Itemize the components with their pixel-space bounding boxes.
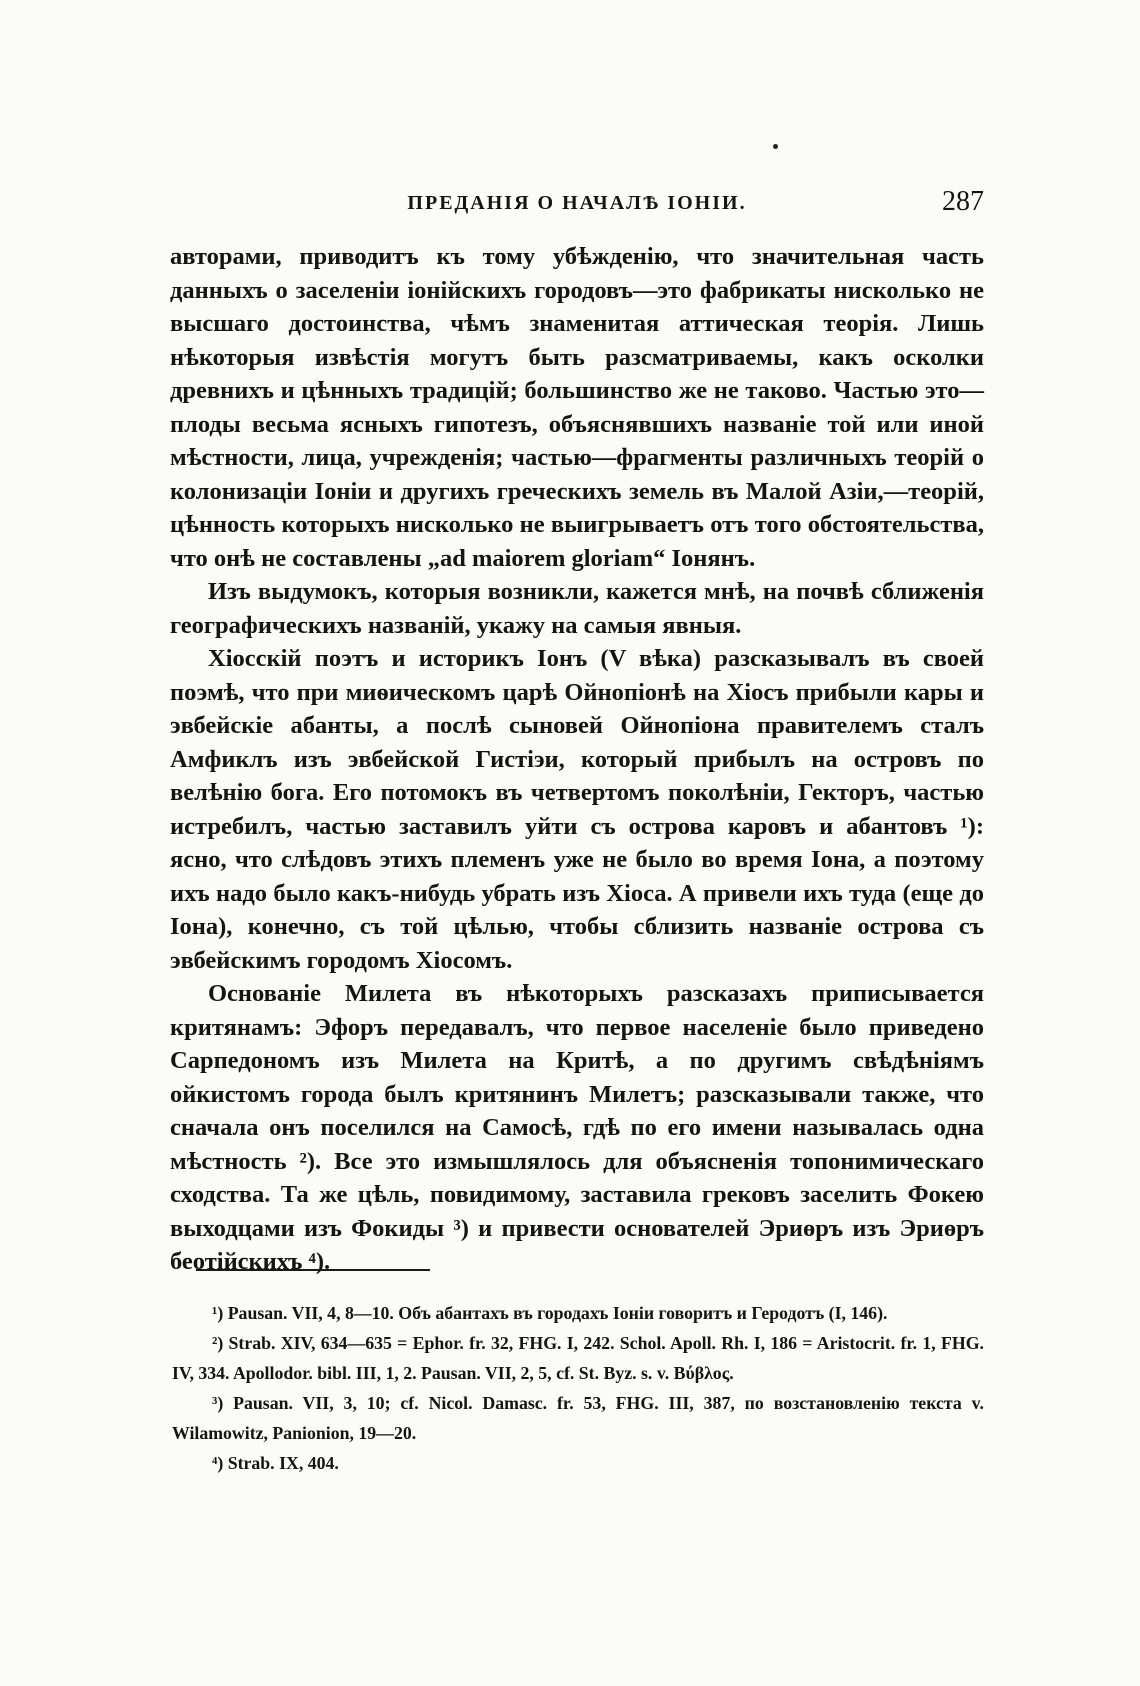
running-title: ПРЕДАНІЯ О НАЧАЛѢ ІОНІИ.: [407, 192, 747, 214]
paragraph-3: Хіосскій поэтъ и историкъ Іонъ (V вѣка) разсказывалъ въ своей поэмѣ, что при миѳическомъ царѣ Ойнопіонѣ на Хіосъ прибыли кары и эвбейскіе абанты, а послѣ сыновей Ойнопіона правителемъ сталъ Амфиклъ изъ эвбейской Гистіэи, который прибылъ на островъ по велѣнію бога. Его потомокъ въ четвертомъ поколѣніи, Гекторъ, частью истребилъ, частью заставилъ уйти съ острова каровъ и абантовъ ¹): ясно, что слѣдовъ этихъ племенъ уже не было во время Іона, а поэтому ихъ надо было какъ-нибудь убрать изъ Хіоса. А привели ихъ туда (еще до Іона), конечно, съ той цѣлью, чтобы сблизить названіе острова съ эвбейскимъ городомъ Хіосомъ.: [170, 645, 984, 974]
page-number: 287: [942, 186, 984, 217]
ink-dot: [773, 144, 778, 149]
paragraph-2: Изъ выдумокъ, которыя возникли, кажется мнѣ, на почвѣ сближенія географическихъ названій, укажу на самыя явныя.: [170, 578, 984, 639]
paragraph-4: Основаніе Милета въ нѣкоторыхъ разсказахъ приписывается критянамъ: Эфоръ передавалъ, что первое населеніе было приведено Сарпедономъ изъ Милета на Критѣ, а по другимъ свѣдѣніямъ ойкистомъ города былъ критянинъ Милетъ; разсказывали также, что сначала онъ поселился на Самосѣ, гдѣ по его имени называлась одна мѣстность ²). Все это измышлялось для объясненія топонимическаго сходства. Та же цѣль, повидимому, заставила грековъ заселить Фокею выходцами изъ Фокиды ³) и привести основателей Эриөръ изъ Эриөръ беотійскихъ ⁴).: [170, 980, 984, 1275]
running-head: [170, 186, 984, 226]
body-text: [170, 240, 984, 1279]
footnote-4: ⁴) Strab. IX, 404.: [212, 1453, 339, 1473]
footnote-separator: [196, 1269, 430, 1271]
footnote-2: ²) Strab. XIV, 634—635 = Ephor. fr. 32, FHG. I, 242. Schol. Apoll. Rh. I, 186 = Aristocrit. fr. 1, FHG. IV, 334. Apollodor. bibl. III, 1, 2. Pausan. VII, 2, 5, cf. St. Byz. s. v. Βύβλος.: [172, 1333, 984, 1383]
footnotes: [172, 1298, 984, 1478]
footnote-1: ¹) Pausan. VII, 4, 8—10. Объ абантахъ въ городахъ Іоніи говоритъ и Геродотъ (I, 146).: [212, 1303, 888, 1323]
footnote-3: ³) Pausan. VII, 3, 10; cf. Nicol. Damasc. fr. 53, FHG. III, 387, по возстановленію текста v. Wilamowitz, Panionion, 19—20.: [172, 1393, 984, 1443]
paragraph-1: авторами, приводитъ къ тому убѣжденію, что значительная часть данныхъ о заселеніи іонійскихъ городовъ—это фабрикаты нисколько не высшаго достоинства, чѣмъ знаменитая аттическая теорія. Лишь нѣкоторыя извѣстія могутъ быть разсматриваемы, какъ осколки древнихъ и цѣнныхъ традицій; большинство же не таково. Частью это—плоды весьма ясныхъ гипотезъ, объяснявшихъ названіе той или иной мѣстности, лица, учрежденія; частью—фрагменты различныхъ теорій о колонизаціи Іоніи и другихъ греческихъ земель въ Малой Азіи,—теорій, цѣнность которыхъ нисколько не выигрываетъ отъ того обстоятельства, что онѣ не составлены „ad maiorem gloriam“ Іонянъ.: [170, 243, 984, 572]
